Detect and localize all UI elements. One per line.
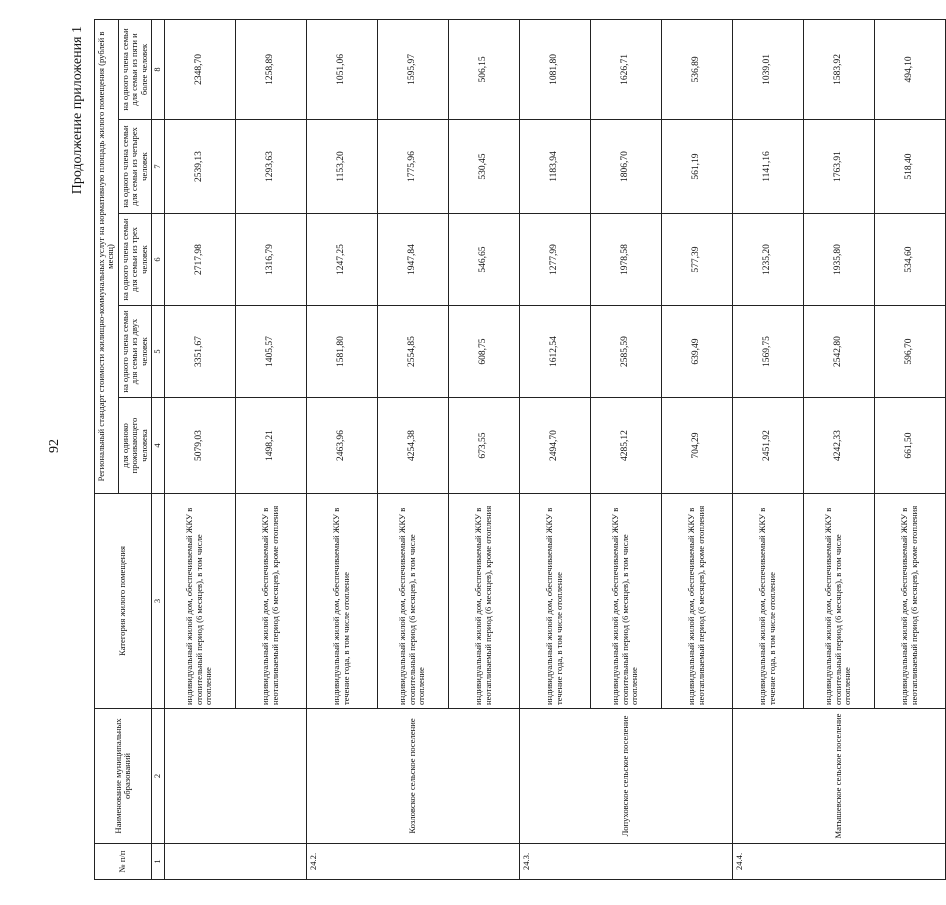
appendix-caption: Продолжение приложения 1 [70, 26, 85, 195]
standard-table [94, 19, 946, 880]
value-cell: 2585,59 [590, 306, 661, 398]
value-cell: 596,70 [874, 306, 945, 398]
value-cell: 577,39 [661, 214, 732, 306]
rotated-sheet [70, 20, 919, 880]
table-body [152, 19, 945, 879]
index-cell: 4 [152, 398, 164, 494]
index-cell: 1 [152, 844, 164, 880]
municipality-name: Лопуховское сельское поселение [519, 709, 732, 844]
table-row [519, 19, 590, 879]
value-cell: 5079,03 [164, 398, 235, 494]
value-cell: 1277,99 [519, 214, 590, 306]
table-row [306, 19, 377, 879]
row-number: 24.3. [519, 844, 732, 880]
header-sub-1: для одиноко проживающего человека [118, 398, 151, 494]
category-cell: индивидуальный жилой дом, обеспечиваемый ЖКУ в отопительный период (6 месяцев), в том числе отопление [803, 494, 874, 709]
row-number [164, 844, 306, 880]
header-group: Региональный стандарт стоимости жилищно-коммунальных услуг на нормативную площадь жилого помещения (рублей в месяц) [95, 19, 119, 493]
value-cell: 1775,96 [377, 120, 448, 214]
value-cell: 1569,75 [732, 306, 803, 398]
value-cell: 1626,71 [590, 19, 661, 119]
value-cell: 1235,20 [732, 214, 803, 306]
value-cell: 1141,16 [732, 120, 803, 214]
municipality-name: Козловское сельское поселение [306, 709, 519, 844]
value-cell: 1183,94 [519, 120, 590, 214]
header-sub-3: на одного члена семьи для семьи из трех человек [118, 214, 151, 306]
category-cell: индивидуальный жилой дом, обеспечиваемый ЖКУ в течение года, в том числе отопление [306, 494, 377, 709]
value-cell: 4242,33 [803, 398, 874, 494]
category-cell: индивидуальный жилой дом, обеспечиваемый ЖКУ в течение года, в том числе отопление [732, 494, 803, 709]
category-cell: индивидуальный жилой дом, обеспечиваемый ЖКУ в неотапливаемый период (6 месяцев), кроме отопления [448, 494, 519, 709]
value-cell: 2463,96 [306, 398, 377, 494]
header-sub-5: на одного члена семьи для семьи из пяти и более человек [118, 19, 151, 119]
value-cell: 608,75 [448, 306, 519, 398]
row-number: 24.4. [732, 844, 945, 880]
value-cell: 1051,06 [306, 19, 377, 119]
value-cell: 3351,67 [164, 306, 235, 398]
value-cell: 1978,58 [590, 214, 661, 306]
value-cell: 4254,38 [377, 398, 448, 494]
value-cell: 1293,63 [235, 120, 306, 214]
municipality-name: Матышевское сельское поселение [732, 709, 945, 844]
value-cell: 518,40 [874, 120, 945, 214]
value-cell: 1763,91 [803, 120, 874, 214]
index-cell: 8 [152, 19, 164, 119]
index-cell: 3 [152, 494, 164, 709]
value-cell: 1039,01 [732, 19, 803, 119]
value-cell: 1498,21 [235, 398, 306, 494]
value-cell: 1405,57 [235, 306, 306, 398]
value-cell: 1316,79 [235, 214, 306, 306]
value-cell: 704,29 [661, 398, 732, 494]
value-cell: 1935,80 [803, 214, 874, 306]
value-cell: 534,60 [874, 214, 945, 306]
index-cell: 6 [152, 214, 164, 306]
value-cell: 536,89 [661, 19, 732, 119]
value-cell: 1612,54 [519, 306, 590, 398]
municipality-name [164, 709, 306, 844]
value-cell: 1583,92 [803, 19, 874, 119]
header-num: № п/п [95, 844, 152, 880]
category-cell: индивидуальный жилой дом, обеспечиваемый ЖКУ в неотапливаемый период (6 месяцев), кроме отопления [235, 494, 306, 709]
value-cell: 2348,70 [164, 19, 235, 119]
index-row [152, 19, 164, 879]
header-row-1 [95, 19, 119, 879]
header-municipality: Наименование муниципальных образований [95, 709, 152, 844]
index-cell: 5 [152, 306, 164, 398]
value-cell: 2451,92 [732, 398, 803, 494]
value-cell: 1153,20 [306, 120, 377, 214]
category-cell: индивидуальный жилой дом, обеспечиваемый ЖКУ в неотапливаемый период (6 месяцев), кроме отопления [661, 494, 732, 709]
header-sub-4: на одного члена семьи для семьи из четырех человек [118, 120, 151, 214]
table-row [732, 19, 803, 879]
value-cell: 2539,13 [164, 120, 235, 214]
value-cell: 1258,89 [235, 19, 306, 119]
value-cell: 530,45 [448, 120, 519, 214]
value-cell: 494,10 [874, 19, 945, 119]
value-cell: 546,65 [448, 214, 519, 306]
row-number: 24.2. [306, 844, 519, 880]
value-cell: 2717,98 [164, 214, 235, 306]
value-cell: 639,49 [661, 306, 732, 398]
value-cell: 1595,97 [377, 19, 448, 119]
value-cell: 2554,85 [377, 306, 448, 398]
value-cell: 561,19 [661, 120, 732, 214]
value-cell: 1581,80 [306, 306, 377, 398]
category-cell: индивидуальный жилой дом, обеспечиваемый ЖКУ в отопительный период (6 месяцев), в том числе отопление [377, 494, 448, 709]
category-cell: индивидуальный жилой дом, обеспечиваемый ЖКУ в отопительный период (6 месяцев), в том числе отопление [590, 494, 661, 709]
category-cell: индивидуальный жилой дом, обеспечиваемый ЖКУ в течение года, в том числе отопление [519, 494, 590, 709]
value-cell: 4285,12 [590, 398, 661, 494]
header-sub-2: на одного члена семьи для семьи из двух человек [118, 306, 151, 398]
category-cell: индивидуальный жилой дом, обеспечиваемый ЖКУ в неотапливаемый период (6 месяцев), кроме отопления [874, 494, 945, 709]
value-cell: 1806,70 [590, 120, 661, 214]
table-row [164, 19, 235, 879]
value-cell: 506,15 [448, 19, 519, 119]
value-cell: 1247,25 [306, 214, 377, 306]
category-cell: индивидуальный жилой дом, обеспечиваемый ЖКУ в отопительный период (6 месяцев), в том числе отопление [164, 494, 235, 709]
value-cell: 2494,70 [519, 398, 590, 494]
value-cell: 2542,80 [803, 306, 874, 398]
index-cell: 2 [152, 709, 164, 844]
index-cell: 7 [152, 120, 164, 214]
value-cell: 673,55 [448, 398, 519, 494]
value-cell: 1947,84 [377, 214, 448, 306]
header-category: Категория жилого помещения [95, 494, 152, 709]
value-cell: 1081,80 [519, 19, 590, 119]
value-cell: 661,50 [874, 398, 945, 494]
page-number: 92 [47, 439, 62, 453]
